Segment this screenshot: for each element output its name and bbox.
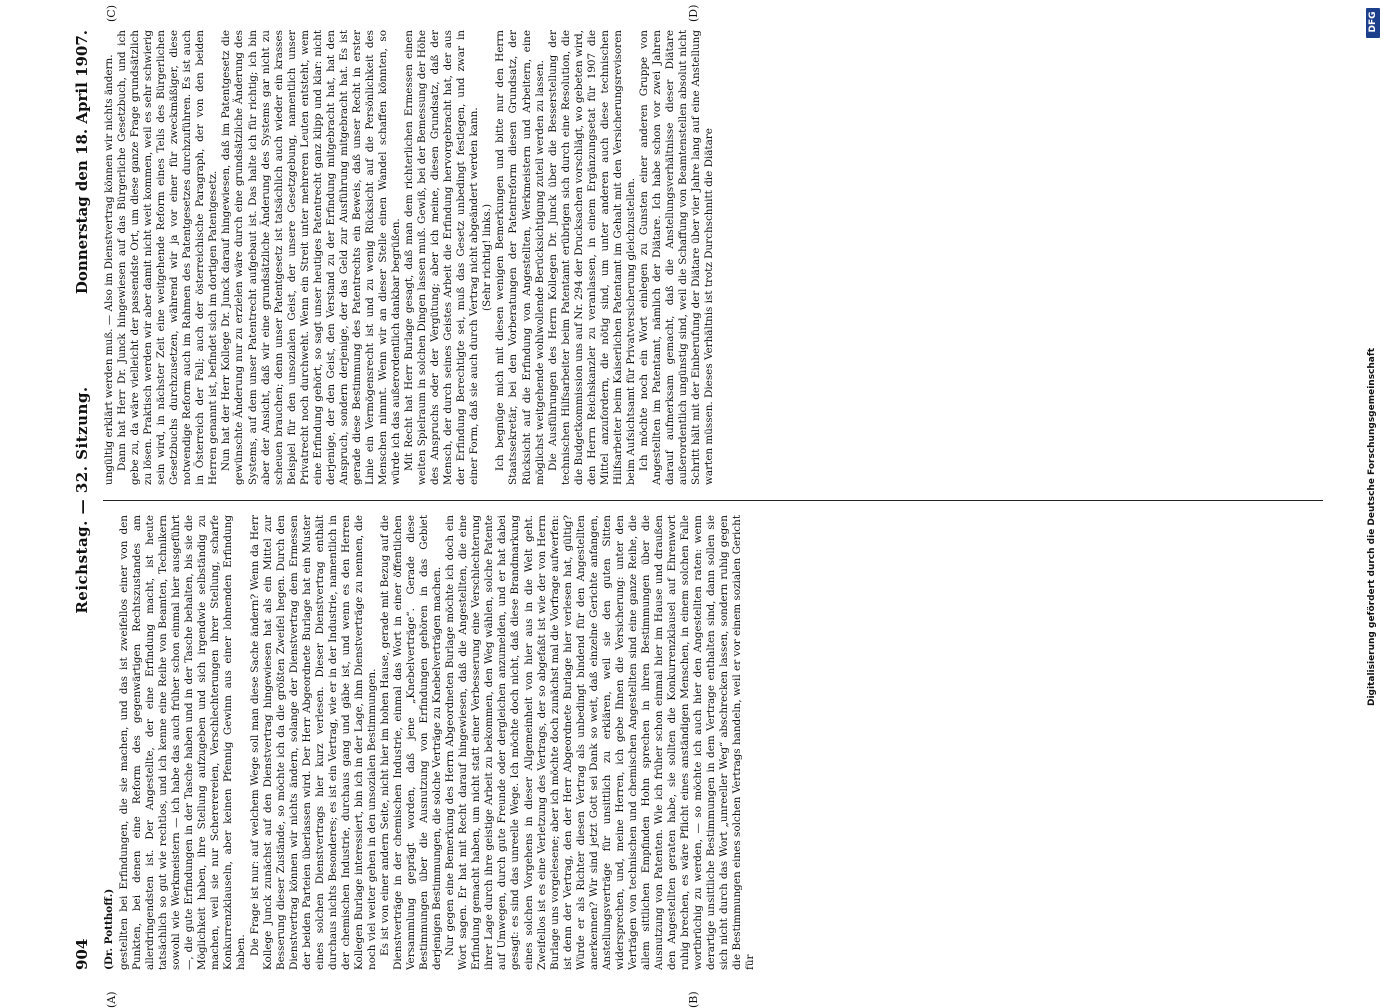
paragraph: Mit Recht hat Herr Burlage gesagt, daß man dem richterlichen Ermessen einen weiten Spielraum in solchen Dingen lassen muß. Gewiß, bei der Bemessung der Höhe des Anspruchs oder der Vergütung; aber ich meine, diesen Grundsatz, daß der Mensch, der durch seines Geistes Arbeit die Erfindung hervorgebracht hat, der aus der Erfindung Berechtigte sei, muß das Gesetz unbedingt festlegen, und zwar in einer Form, daß sie auch durch Vertrag nicht abgeändert werden kann. <box>403 30 481 485</box>
paragraph: Dann hat Herr Dr. Junck hingewiesen auf das Bürgerliche Gesetzbuch, und ich gebe zu, da wäre vielleicht der passendste Ort, um diese ganze Frage grundsätzlich zu lösen. Praktisch werden wir aber damit nicht weit kommen, weil es sehr schwierig sein wird, in nächster Zeit eine weitgehende Reform eines Teils des Bürgerlichen Gesetzbuchs durchzusetzen, während wir ja vor einer für zweckmäßiger, diese notwendige Reform auch im Rahmen des Patentgesetzes durchzuführen. Es ist auch in Österreich der Fall; auch der österreichische Paragraph, der von den beiden Herren genannt ist, befindet sich im dortigen Patentgesetz. <box>116 30 220 485</box>
paragraph: Ich möchte noch ein Wort einlegen zu Gunsten einer anderen Gruppe von Angestellten im Patentamt, nämlich der Diätare. Ich habe schon vor zwei Jahren darauf aufmerksam gemacht, daß die Anstellungsverhältnisse dieser Diätare außerordentlich ungünstig sind, weil die Schaffung von Beamtenstellen absolut nicht Schritt hält mit der Einberufung der Diätare über vier Jahre lang auf eine Anstellung warten müssen. Dieses Verhältnis ist trotz Durchschnitt die Diätare <box>637 30 716 485</box>
margin-marker-d: (D) <box>687 4 700 22</box>
session-title: Reichstag. — 32. Sitzung. <box>73 386 91 614</box>
left-column <box>103 515 1328 970</box>
margin-marker-c: (C) <box>105 5 118 22</box>
right-column <box>103 30 1328 485</box>
paragraph: Die Ausführungen des Herrn Kollegen Dr. Junck über die Besserstellung der technischen Hilfsarbeiter beim Patentamt erübrigen sich durch eine Resolution, die die Budgetkommission uns auf Nr. 294 der Drucksachen vorschlägt, wo gebeten wird, den Herrn Reichskanzler zu veranlassen, in einem Ergänzungsetat für 1907 die Mittel anzufordern, die nötig sind, um unter anderen auch diese technischen Hilfsarbeiter beim Kaiserlichen Patentamt im Gehalt mit den Versicherungsrevisoren beim Aufsichtsamt für Privatversicherung gleichzustellen. <box>546 30 637 485</box>
interjection: (Sehr richtig! links.) <box>481 203 494 312</box>
paragraph: ungültig erklärt werden muß. — Also im Dienstvertrag können wir nichts ändern. <box>103 54 115 485</box>
paragraph: Ich begnüge mich mit diesen wenigen Bemerkungen und bitte nur den Herrn Staatssekretär, bei den Vorberatungen der Patentreform diesen Grundsatz, der Rücksicht auf die Erfindung von Angestellten, Werkmeistern und Arbeitern, eine möglichst weitgehende wohlwollende Berücksichtigung zuteil werden zu lassen. <box>494 30 546 485</box>
page-header <box>65 30 99 970</box>
dfg-logo-text: DFG <box>1368 11 1378 33</box>
speaker-continued: (Dr. Potthoff.) <box>103 888 115 970</box>
margin-marker-b: (B) <box>687 991 700 1008</box>
rotated-page <box>65 4 1335 1008</box>
paragraph: Die Frage ist nur: auf welchem Wege soll man diese Sache ändern? Wenn da Herr Kollege Junck zunächst auf den Dienstvertrag hingewiesen hat als ein Mittel zur Besserung dieser Zustände, so möchte ich da die größten Zweifel hegen. Durch den Dienstvertrag können wir nichts ändern, solange der Dienstvertrag dem Ermessen der beiden Parteien überlassen wird. Der Herr Abgeordnete Burlage hat ein Muster eines solchen Dienstvertrags hier kurz verlesen. Dieser Dienstvertrag enthält durchaus nichts Besonderes; es ist ein Vertrag, wie er in der Industrie, namentlich in der chemischen Industrie, durchaus gang und gäbe ist, und wenn es den Herren Kollegen Burlage interessiert, bin ich in der Lage, ihm Dienstverträge zu nennen, die noch viel weiter gehen in den unsozialen Bestimmungen. <box>248 515 378 970</box>
dfg-logo <box>1366 8 1380 38</box>
column-divider <box>103 500 1323 501</box>
digitization-note: Digitalisierung gefördert durch die Deutsche Forschungsgemeinschaft <box>1367 347 1377 706</box>
paragraph: Nur gegen eine Bemerkung des Herrn Abgeordneten Burlage möchte ich doch ein Wort sagen. Er hat mit Recht darauf hingewiesen, daß die Angestellten, die eine Erfindung gemacht haben, um nicht statt einer Verbesserung eine Verschlechterung ihrer Lage durch ihre geistige Arbeit zu bekommen, den Weg wählen, solche Patente auf Umwegen, durch gute Freunde oder dergleichen anzumelden, und er hat dabei gesagt: es sind das unreelle Wege. Ich möchte doch nicht, daß diese Brandmarkung eines solchen Vorgehens in dieser Allgemeinheit von hier aus in die Welt geht. Zweifellos ist es eine Verletzung des Vertrags, der so abgefaßt ist wie der von Herrn Burlage uns vorgelesene; aber ich möchte doch zunächst mal die Vorfrage aufwerfen: ist denn der Vertrag, den der Herr Abgeordnete Burlage hier verlesen hat, gültig? Würde er als Richter diesen Vertrag als unbedingt bindend für den Angestellten anerkennen? Wir sind jetzt Gott sei Dank so weit, daß einzelne Gerichte anfangen, Anstellungsverträge für unsittlich zu erklären, weil sie den guten Sitten widersprechen, und, meine Herren, ich gebe Ihnen die Versicherung: unter den Verträgen von technischen und chemischen Angestellten sind eine ganze Reihe, die allem sittlichen Empfinden Hohn sprechen in ihren Bestimmungen über die Ausnutzung von Patenten. Wie ich früher schon einmal hier im Hause und draußen den Angestellten geraten habe, sie sollten die Konkurrenzklausel auf Ehrenwort ruhig brechen, es wäre Pflicht eines anständigen Menschen, in einem solchen Falle wortbrüchig zu werden, — so möchte ich auch hier den Angestellten raten: wenn derartige unsittliche Bestimmungen in dem Vertrage enthalten sind, dann sollen sie sich nicht durch das Wort „unreeller Weg“ abschrecken lassen, sondern ruhig gegen die Bestimmungen eines solchen Vertrags handeln, weil er vor einem sozialen Gericht für <box>444 515 757 970</box>
page-number: 904 <box>73 938 91 970</box>
paragraph: Nun hat der Herr Kollege Dr. Junck darauf hingewiesen, daß im Patentgesetz die gewünschte Änderung nur zu erzielen wäre durch eine grundsätzliche Änderung des Systems, auf dem unser Patentrecht aufgebaut ist. Das halte ich für richtig; ich bin aber der Ansicht, daß wir eine grundsätzliche Änderung des Systems gar nicht zu scheuen brauchen; denn unser Patentgesetz ist tatsächlich auch wieder ein krasses Beispiel für den unsozialen Geist, der unsere Gesetzgebung, namentlich unser Privatrecht noch durchweht. Wenn ein Streit unter mehreren Leuten entsteht, wem eine Erfindung gehört, so sagt unser heutiges Patentrecht ganz klipp und klar: nicht derjenige, der den Geist, den Verstand zu der Erfindung mitgebracht hat, hat den Anspruch, sondern derjenige, der das Geld zur Ausführung mitgebracht hat. Es ist gerade diese Bestimmung des Patentrechts ein Beweis, daß unser Recht in erster Linie ein Vermögensrecht ist und zu wenig Rücksicht auf die Persönlichkeit des Menschen nimmt. Wenn wir an dieser Stelle einen Wandel schaffen könnten, so würde ich das außerordentlich dankbar begrüßen. <box>220 30 403 485</box>
paragraph: Es ist von einer andern Seite, nicht hier im hohen Hause, gerade mit Bezug auf die Dienstverträge in der chemischen Industrie, einmal das Wort in einer öffentlichen Versammlung geprägt worden, daß jene „Knebelverträge“. Gerade diese Bestimmungen über die Ausnutzung von Erfindungen gehören in das Gebiet derjenigen Bestimmungen, die solche Verträge zu Knebelverträgen machen. <box>378 515 444 970</box>
session-date: Donnerstag den 18. April 1907. <box>73 30 91 295</box>
paragraph: gestellten bei Erfindungen, die sie machen, und das ist zweifellos einer von den Punkten, bei denen eine Reform des gegenwärtigen Rechtszustandes am allerdringendsten ist. Der Angestellte, der eine Erfindung macht, ist heute tatsächlich so gut wie rechtlos, und ich kenne eine Reihe von Beamten, Technikern sowohl wie Werkmeistern — ich habe das auch früher schon einmal hier ausgeführt —, die gute Erfindungen in der Tasche haben und in der Tasche behalten, bis sie die Möglichkeit haben, ihre Stellung aufzugeben und sich irgendwie selbständig zu machen, weil sie nur Schererereien, Verschlechterungen ihrer Stellung, scharfe Konkurrenzklauseln, aber keinen Pfennig Gewinn aus einer lohnenden Erfindung haben. <box>118 515 248 970</box>
digitization-sidebar <box>1363 0 1383 1000</box>
margin-marker-a: (A) <box>105 991 118 1008</box>
